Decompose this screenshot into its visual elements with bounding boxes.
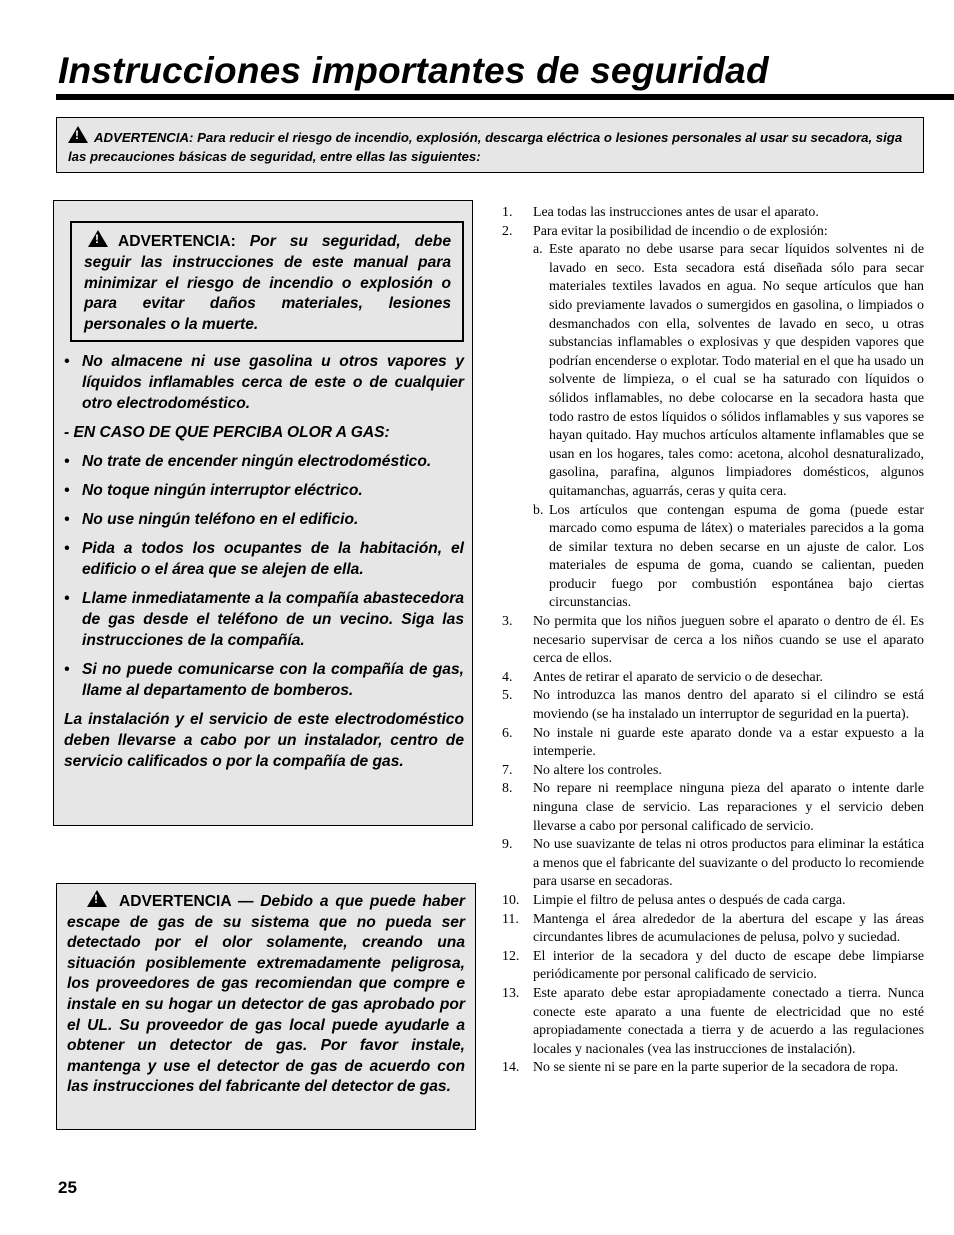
item-text: No permita que los niños jueguen sobre el aparato o dentro de él. Es necesario supervisar de cerca a los niños cuando se use el aparato cerca de ellos. [533, 614, 924, 667]
item-text: Limpie el filtro de pelusa antes o después de cada carga. [533, 892, 846, 908]
gas-instructions-list [64, 351, 464, 772]
list-item [502, 223, 924, 613]
gas-warning-text: Por su seguridad, debe seguir las instrucciones de este manual para minimizar el riesgo de incendio o explosión o para evitar daños materiales, lesiones personales o la muerte. [84, 233, 451, 334]
list-item [502, 613, 924, 669]
list-item [502, 762, 924, 781]
item-text: Antes de retirar el aparato de servicio o de desechar. [533, 669, 824, 685]
gas-detector-warning-box [56, 883, 476, 1130]
title-underline [56, 94, 954, 100]
item-number: 14. [502, 1060, 520, 1076]
list-item: • Pida a todos los ocupantes de la habitación, el edificio o el área que se alejen de ella. [64, 540, 464, 578]
bullet-storage: No almacene ni use gasolina u otros vapores y líquidos inflamables cerca de este o de cualquier otro electrodoméstico. [82, 353, 464, 412]
list-item [502, 892, 924, 911]
item-text: No introduzca las manos dentro del aparato si el cilindro se está moviendo (se ha instalado un interruptor de seguridad en la puerta). [533, 688, 924, 723]
warning-triangle-icon [68, 126, 88, 143]
gas-safety-panel [53, 200, 473, 826]
list-item: • Llame inmediatamente a la compañía abastecedora de gas desde el teléfono de un vecino. Siga las instrucciones de la compañía. [64, 590, 464, 649]
item-number: 6. [502, 725, 513, 741]
item-number: 5. [502, 688, 513, 704]
item-text: Mantenga el área alrededor de la abertura del escape y las áreas circundantes libres de acumulaciones de pelusa, polvo y suciedad. [533, 911, 924, 946]
gas-warning-box [70, 221, 464, 342]
item-text: No repare ni reemplace ninguna pieza del aparato o intente darle ninguna clase de servicio. Las reparaciones y el servicio deben llevarse a cabo por personal calificado de servicio. [533, 781, 924, 834]
bullet-text: Pida a todos los ocupantes de la habitación, el edificio o el área que se alejen de ella. [82, 540, 464, 578]
bullet-text: No use ningún teléfono en el edificio. [82, 511, 359, 528]
item-text: No use suavizante de telas ni otros productos para eliminar la estática a menos que el fabricante del suavizante o del producto lo recomiende para usarse en secadoras. [533, 837, 924, 890]
list-item [502, 1059, 924, 1078]
item-number: 9. [502, 837, 513, 853]
item-number: 1. [502, 205, 513, 220]
page-number: 25 [58, 1178, 77, 1197]
bullet-text: No toque ningún interruptor eléctrico. [82, 482, 363, 499]
item-text: No altere los controles. [533, 762, 662, 778]
list-item [502, 204, 924, 223]
page-title: Instrucciones importantes de seguridad [58, 50, 769, 91]
sub-item [533, 241, 924, 501]
bullet-text: Si no puede comunicarse con la compañía de gas, llame al departamento de bomberos. [82, 661, 464, 699]
sub-item-letter: a. [533, 242, 543, 258]
item-number: 3. [502, 614, 513, 630]
item-text: Este aparato debe estar apropiadamente conectado a tierra. Nunca conecte este aparato a una fuente de electricidad que no esté apropiadamente conectada a tierra y de acuerdo a las regulaciones locales y nacionales (vea las instrucciones de instalación). [533, 985, 924, 1057]
list-item [502, 836, 924, 892]
safety-rules-list [502, 204, 924, 1078]
sub-item [533, 502, 924, 614]
sub-item-text: Los artículos que contengan espuma de goma (puede estar marcado como espuma de látex) o materiales parecidos a la goma de similar textura no deben secarse en un ajuste de calor. Los materiales de espuma de goma, cuando se calientan, pueden producir fuego por combustión espontánea bajo ciertas circunstancias. [549, 502, 924, 611]
item-number: 13. [502, 985, 520, 1001]
top-warning-text: Para reducir el riesgo de incendio, explosión, descarga eléctrica o lesiones personales al usar su secadora, siga las precauciones básicas de seguridad, entre ellas las siguientes: [68, 130, 903, 164]
item-number: 7. [502, 762, 513, 778]
item-number: 10. [502, 892, 520, 908]
item-number: 2. [502, 223, 513, 239]
item-text: No se siente ni se pare en la parte superior de la secadora de ropa. [533, 1060, 899, 1076]
detector-warning-label: ADVERTENCIA — [119, 893, 254, 910]
item-number: 12. [502, 948, 520, 964]
item-text: El interior de la secadora y del ducto de escape debe limpiarse periódicamente por personal calificado de servicio. [533, 948, 924, 983]
gas-warning-label: ADVERTENCIA: [118, 233, 236, 250]
list-item: • No almacene ni use gasolina u otros vapores y líquidos inflamables cerca de este o de cualquier otro electrodoméstico. [64, 353, 464, 412]
list-item: • No use ningún teléfono en el edificio. [64, 511, 359, 528]
item-number: 4. [502, 669, 513, 685]
list-item [502, 725, 924, 762]
gas-closing-text: La instalación y el servicio de este electrodoméstico deben llevarse a cabo por un instalador, centro de servicio calificados o por la compañía de gas. [64, 711, 464, 770]
list-item [502, 687, 924, 724]
list-item [502, 948, 924, 985]
item-number: 11. [502, 911, 519, 927]
list-item [502, 780, 924, 836]
bullet-text: Llame inmediatamente a la compañía abastecedora de gas desde el teléfono de un vecino. Siga las instrucciones de la compañía. [82, 590, 464, 649]
top-warning-label: ADVERTENCIA: [94, 130, 194, 145]
gas-odor-heading: - EN CASO DE QUE PERCIBA OLOR A GAS: [64, 424, 390, 441]
detector-warning-text: Debido a que puede haber escape de gas de su sistema que no pueda ser detectado por el olor solamente, creando una situación posiblemente extremadamente peligrosa, los proveedores de gas recomiendan que compre e instale en su hogar un detector de gas aprobado por el UL. Su proveedor de gas local puede ayudarle a obtener un detector de gas. Por favor instale, mantenga y use el detector de gas de acuerdo con las instrucciones del fabricante del detector de gas. [67, 893, 465, 1096]
list-item: • No trate de encender ningún electrodoméstico. [64, 453, 432, 470]
item-number: 8. [502, 781, 513, 797]
sub-item-letter: b. [533, 502, 544, 518]
top-warning-box [56, 117, 924, 173]
item-text: Para evitar la posibilidad de incendio o de explosión: [533, 223, 828, 239]
list-item: • No toque ningún interruptor eléctrico. [64, 482, 363, 499]
item-text: No instale ni guarde este aparato donde va a estar expuesto a la intemperie. [533, 725, 924, 760]
item-text: Lea todas las instrucciones antes de usar el aparato. [533, 205, 819, 220]
bullet-text: No trate de encender ningún electrodoméstico. [82, 453, 432, 470]
list-item [502, 669, 924, 688]
sub-item-text: Este aparato no debe usarse para secar líquidos solventes ni de lavado en seco. Esta secadora está diseñada sólo para secar materiales textiles lavados en agua. No seque artículos que han sido previamente lavados o sumergidos en gasolina, o limpiados o desmanchados con ella, solventes de lavado en seco, u otras substancias inflamables o explosivas y que despiden vapores que podrían encenderse o explotar. Todo material en el que ha usado un solvente de limpieza, o el cual se ha saturado con líquidos o sólidos inflamables, no debe colocarse en la secadora hasta que todo rastro de estos líquidos o sólidos inflamables y sus vapores se hayan quitado. Hay muchos artículos altamente inflamables que se usan en los hogares, tales como: acetona, alcohol desnaturalizado, gasolina, parafina, algunos limpiadores domésticos, algunos quitamanchas, aguarrás, ceras y quita cera. [549, 242, 924, 499]
list-item: • Si no puede comunicarse con la compañía de gas, llame al departamento de bomberos. [64, 661, 464, 699]
warning-triangle-icon [87, 890, 107, 907]
warning-triangle-icon [88, 230, 108, 247]
list-item [502, 911, 924, 948]
list-item [502, 985, 924, 1059]
